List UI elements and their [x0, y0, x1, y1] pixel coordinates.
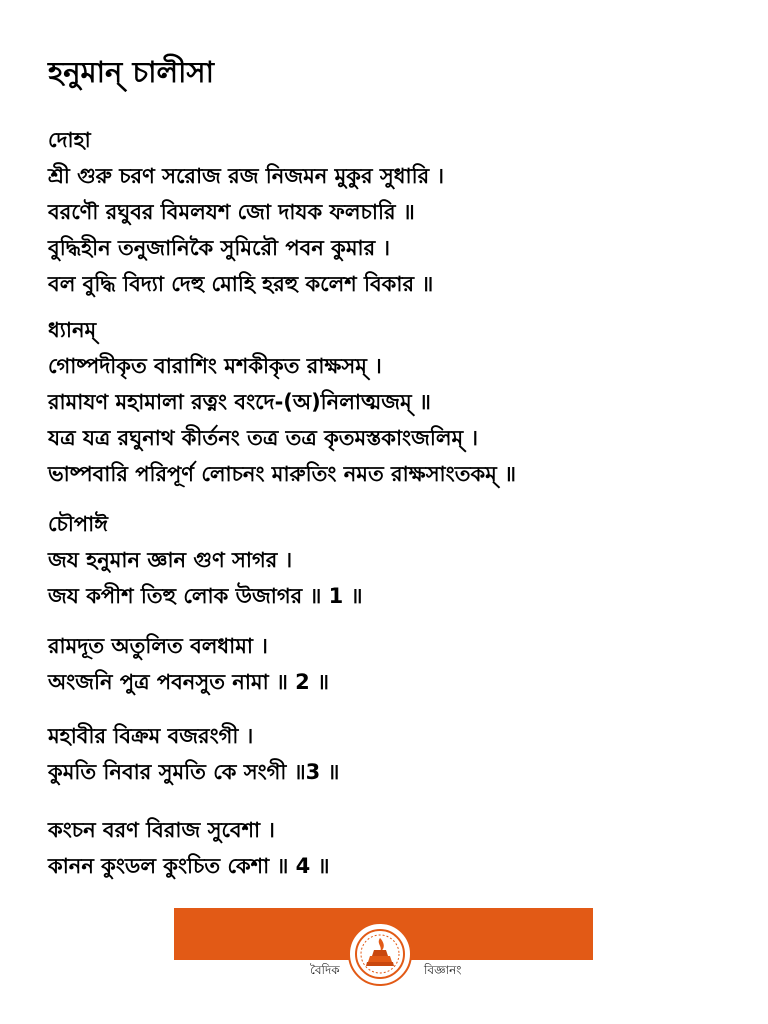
verse-line: বরণৌ রঘুবর বিমলযশ জো দাযক ফলচারি ॥: [48, 200, 415, 224]
footer-left-text: বৈদিক: [310, 963, 340, 977]
section-chaupai: [48, 506, 748, 614]
verse-line: কানন কুংডল কুংচিত কেশা ॥ 4 ॥: [48, 854, 330, 878]
verse-line: কংচন বরণ বিরাজ সুবেশা ।: [48, 818, 275, 842]
temple-flame-emblem-icon: [348, 922, 412, 986]
footer-branding: [174, 908, 593, 988]
verse-line: মহাবীর বিক্রম বজরংগী ।: [48, 724, 254, 748]
section-heading: চৌপাঈ: [48, 512, 108, 536]
verse-line: রামাযণ মহামালা রত্নং বংদে-(অ)নিলাত্মজম্ ॥: [48, 390, 431, 414]
verse-line: রামদূত অতুলিত বলধামা ।: [48, 634, 268, 658]
section-dhyanam: [48, 312, 748, 492]
verse-line: বল বুদ্ধি বিদ্যা দেহু মোহি হরহু কলেশ বিকার ॥: [48, 272, 434, 296]
page-title: হনুমান্ চালীসা: [48, 55, 214, 89]
section-heading: দোহা: [48, 128, 91, 152]
verse-line: বুদ্ধিহীন তনুজানিকৈ সুমিরৌ পবন কুমার ।: [48, 236, 390, 260]
verse-line: কুমতি নিবার সুমতি কে সংগী ॥3 ॥: [48, 760, 340, 784]
verse-line: জয কপীশ তিহু লোক উজাগর ॥ 1 ॥: [48, 584, 363, 608]
verse-line: ভাষ্পবারি পরিপূর্ণ লোচনং মারুতিং নমত রাক্ষসাংতকম্ ॥: [48, 462, 516, 486]
verse-stanza-2: [48, 628, 748, 700]
verse-line: জয হনুমান জ্ঞান গুণ সাগর ।: [48, 548, 293, 572]
verse-line: গোষ্পদীকৃত বারাশিং মশকীকৃত রাক্ষসম্ ।: [48, 354, 382, 378]
verse-stanza-4: [48, 812, 748, 884]
section-heading: ধ্যানম্: [48, 318, 97, 342]
section-doha: [48, 122, 748, 302]
footer-right-text: বিজ্ঞানং: [424, 963, 462, 977]
verse-line: যত্র যত্র রঘুনাথ কীর্তনং তত্র তত্র কৃতমস্তকাংজলিম্ ।: [48, 426, 479, 450]
verse-line: শ্রী গুরু চরণ সরোজ রজ নিজমন মুকুর সুধারি ।: [48, 164, 444, 188]
verse-stanza-3: [48, 718, 748, 790]
verse-line: অংজনি পুত্র পবনসুত নামা ॥ 2 ॥: [48, 670, 329, 694]
emblem-graphic: [350, 924, 410, 984]
